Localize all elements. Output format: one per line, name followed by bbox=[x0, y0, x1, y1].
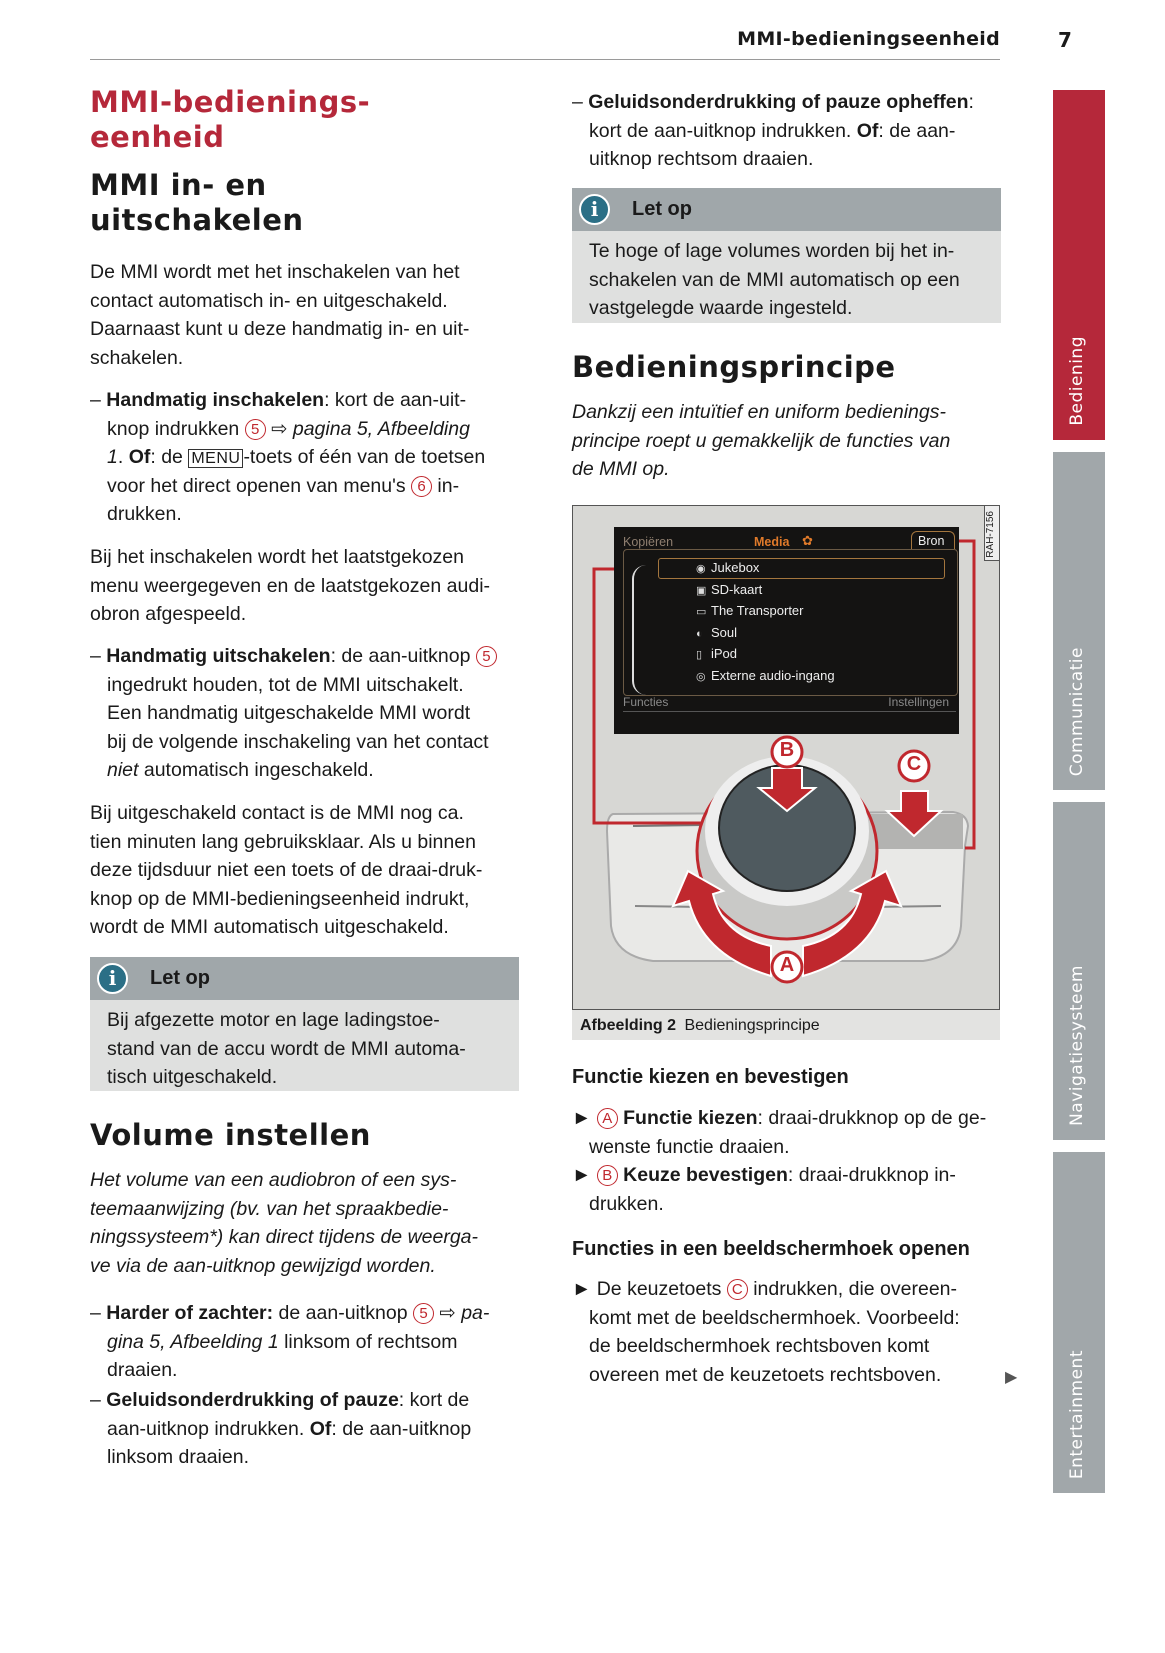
info-icon: i bbox=[579, 194, 610, 225]
paragraph-intro bbox=[90, 258, 530, 372]
text-run: Te hoge of lage volumes worden bij het in- schakelen van de MMI automatisch op een vastgelegde waarde ingesteld. bbox=[589, 240, 960, 320]
running-header-title: MMI-bedieningseenheid bbox=[737, 28, 1000, 50]
text-run: ingedrukt houden, tot de MMI uitschakelt. Een handmatig uitgeschakelde MMI wordt bij de volgende inschakeling van het contact bbox=[107, 673, 489, 753]
menu-item[interactable] bbox=[696, 668, 835, 683]
figure-code-text: RAH-7156 bbox=[985, 511, 996, 558]
caption-text: Bedieningsprincipe bbox=[684, 1017, 820, 1034]
text-run: : draai-drukknop op de ge- wenste functie draaien. bbox=[589, 1107, 987, 1158]
text-run: in- drukken. bbox=[107, 474, 460, 526]
menu-item[interactable] bbox=[696, 625, 737, 640]
text-run: pagina 5, Afbeelding 1 bbox=[107, 417, 470, 469]
side-tab-entertainment[interactable] bbox=[1053, 1152, 1105, 1493]
media-icon: ✿ bbox=[802, 533, 813, 548]
text-run: Of bbox=[309, 1417, 332, 1440]
figure-caption bbox=[572, 1010, 1000, 1040]
text-run: : de bbox=[150, 446, 189, 469]
text-run: – bbox=[90, 389, 107, 411]
text-run: – bbox=[90, 1302, 107, 1324]
section-heading-switch: MMI in- en uitschakelen bbox=[90, 168, 304, 237]
text-run: Harder of zachter: bbox=[106, 1302, 274, 1324]
section-heading-principle: Bedieningsprincipe bbox=[572, 350, 896, 384]
marker-a-label: A bbox=[779, 954, 795, 976]
side-tab-label: Entertainment bbox=[1067, 1349, 1087, 1479]
text-run: Bij het inschakelen wordt het laatstgekozen menu weergegeven en de laatstgekozen audi- obron afgespeeld. bbox=[90, 546, 491, 626]
header-divider bbox=[90, 59, 1000, 60]
note-box bbox=[90, 957, 519, 1091]
text-run: Bij afgezette motor en lage ladingstoe- stand van de accu wordt de MMI automa- tisch uitgeschakeld. bbox=[107, 1009, 466, 1089]
side-tab-navigatiesysteem[interactable] bbox=[1053, 802, 1105, 1140]
side-tab-label: Communicatie bbox=[1067, 646, 1087, 776]
text-run: Geluidsonderdrukking of pauze opheffen bbox=[588, 91, 969, 113]
subheading-corner: Functies in een beeldschermhoek openen bbox=[572, 1238, 970, 1260]
note-header bbox=[572, 188, 1001, 231]
text-run: . bbox=[117, 446, 129, 469]
callout-number: 5 bbox=[413, 1303, 434, 1324]
menu-item[interactable] bbox=[696, 603, 804, 618]
text-run: Of bbox=[856, 119, 879, 142]
screen-divider bbox=[623, 711, 956, 712]
screen-label-instellingen: Instellingen bbox=[888, 695, 949, 709]
menu-item-label: The Transporter bbox=[711, 603, 804, 618]
text-run: pa- gina 5, Afbeelding 1 bbox=[107, 1302, 490, 1353]
text-run: linksom of rechtsom draaien. bbox=[107, 1330, 458, 1382]
text-run: : de aan-uitknop bbox=[330, 645, 476, 667]
jukebox-icon: ◉ bbox=[696, 563, 706, 575]
callout-number: C bbox=[727, 1279, 748, 1300]
paragraph-last-menu bbox=[90, 543, 530, 629]
note-text bbox=[572, 231, 1001, 325]
text-run: : kort de aan-uitknop indrukken. bbox=[589, 91, 974, 142]
list-item-manual-off bbox=[90, 642, 547, 785]
text-run: Handmatig uitschakelen bbox=[106, 645, 331, 667]
text-run: – bbox=[90, 645, 107, 667]
text-run: ► bbox=[572, 1107, 597, 1129]
text-run: : kort de aan-uitknop indrukken. bbox=[107, 1389, 470, 1440]
dvd-icon: ▭ bbox=[696, 606, 707, 618]
menu-item-label: Soul bbox=[711, 624, 738, 640]
callout-number: A bbox=[597, 1108, 618, 1129]
continue-arrow-icon: ▶ bbox=[1005, 1369, 1018, 1386]
text-run: : de aan-uitknop linksom draaien. bbox=[107, 1417, 472, 1469]
figure-code bbox=[984, 506, 999, 561]
menu-item[interactable] bbox=[696, 560, 759, 575]
note-text bbox=[90, 1000, 519, 1094]
text-run: De MMI wordt met het inschakelen van het contact automatisch in- en uitgeschakeld. Daarnaast kunt u deze handmatig in- en uit- schakelen. bbox=[90, 261, 470, 369]
screen-label-kopieren: Kopiëren bbox=[623, 535, 674, 549]
paragraph-auto-off bbox=[90, 799, 530, 942]
text-run: Het volume van een audiobron of een sys- teemaanwijzing (bv. van het spraakbedie- ningssysteem*) kan direct tijdens de weerga- ve via de aan-uitknop gewijzigd worden. bbox=[90, 1169, 479, 1277]
key-label: MENU bbox=[188, 449, 243, 468]
side-tab-label: Navigatiesysteem bbox=[1067, 965, 1087, 1126]
text-run: : de aan- uitknop rechtsom draaien. bbox=[589, 119, 956, 171]
cd-icon: ◐ bbox=[696, 627, 703, 640]
text-run: Geluidsonderdrukking of pauze bbox=[106, 1389, 399, 1411]
text-run: – bbox=[90, 1389, 107, 1411]
menu-item[interactable] bbox=[696, 582, 762, 597]
note-title: Let op bbox=[632, 198, 692, 220]
note-header bbox=[90, 957, 519, 1000]
text-run: niet bbox=[107, 759, 139, 782]
text-run: ⇨ bbox=[434, 1302, 462, 1324]
aux-icon: ◎ bbox=[696, 670, 706, 683]
side-tab-label: Bediening bbox=[1067, 336, 1087, 426]
section-heading-volume: Volume instellen bbox=[90, 1118, 371, 1152]
text-run: -toets of één van de toetsen voor het direct openen van menu's bbox=[107, 446, 486, 497]
text-run: Functie kiezen bbox=[623, 1107, 758, 1129]
text-run: indrukken, die overeen- komt met de beeldschermhoek. Voorbeeld: de beeldschermhoek rechtsboven komt overeen met de keuzetoets rechtsboven. bbox=[589, 1278, 960, 1386]
text-run: de aan-uitknop bbox=[273, 1302, 413, 1324]
menu-item[interactable] bbox=[696, 646, 737, 661]
text-run: Bij uitgeschakeld contact is de MMI nog ca. tien minuten lang gebruiksklaar. Als u binnen deze tijdsduur niet een toets of de draai-druk- knop op de MMI-bedieningseenheid indrukt, wordt de MMI automatisch uitgeschakeld. bbox=[90, 802, 483, 939]
note-title: Let op bbox=[150, 967, 210, 989]
paragraph-principle-intro bbox=[572, 398, 1012, 484]
text-run: – bbox=[572, 91, 589, 113]
marker-b-label: B bbox=[779, 739, 795, 761]
menu-item-label: SD-kaart bbox=[711, 581, 763, 597]
chapter-title: MMI-bedienings- eenheid bbox=[90, 85, 371, 154]
note-box bbox=[572, 188, 1001, 323]
menu-item-label: iPod bbox=[711, 646, 738, 661]
paragraph-volume-intro bbox=[90, 1166, 530, 1280]
figure-mmi-control bbox=[572, 505, 1000, 1010]
text-run: ⇨ bbox=[265, 417, 293, 440]
callout-number: 5 bbox=[476, 646, 497, 667]
text-run: ► De keuzetoets bbox=[572, 1278, 727, 1300]
bullet-corner-keys bbox=[572, 1275, 1029, 1389]
caption-label: Afbeelding 2 bbox=[580, 1017, 677, 1034]
screen-title-media: Media bbox=[754, 535, 790, 549]
tab-bron: Bron bbox=[911, 531, 955, 549]
info-icon: i bbox=[97, 963, 128, 994]
text-run: Keuze bevestigen bbox=[623, 1164, 788, 1186]
bullet-confirm bbox=[572, 1161, 1029, 1218]
list-item-volume bbox=[90, 1299, 547, 1385]
text-run: Handmatig inschakelen bbox=[106, 389, 325, 411]
ipod-icon: ▯ bbox=[696, 649, 703, 661]
callout-number: 5 bbox=[245, 419, 266, 440]
menu-item-label: Externe audio-ingang bbox=[711, 667, 835, 683]
scroll-arc bbox=[632, 565, 646, 695]
list-item-unmute bbox=[572, 88, 1029, 174]
screen-label-functies: Functies bbox=[623, 695, 669, 709]
mmi-screen bbox=[614, 527, 959, 734]
text-run: : kort de aan-uit- knop indrukken bbox=[107, 389, 467, 440]
bullet-choose-function bbox=[572, 1104, 1029, 1161]
callout-number: B bbox=[597, 1165, 618, 1186]
text-run: Of bbox=[128, 446, 151, 469]
sd-card-icon: ▣ bbox=[696, 584, 707, 597]
page-number: 7 bbox=[1058, 28, 1072, 52]
text-run: automatisch ingeschakeld. bbox=[138, 759, 374, 782]
marker-c-label: C bbox=[906, 753, 922, 775]
list-item-manual-on bbox=[90, 386, 547, 529]
menu-item-label: Jukebox bbox=[711, 560, 760, 575]
side-tab-communicatie[interactable] bbox=[1053, 452, 1105, 790]
subheading-choose: Functie kiezen en bevestigen bbox=[572, 1066, 849, 1088]
text-run: ► bbox=[572, 1164, 597, 1186]
text-run: : draai-drukknop in- drukken. bbox=[589, 1164, 956, 1215]
list-item-mute bbox=[90, 1386, 547, 1472]
text-run: Dankzij een intuïtief en uniform bedienings- principe roept u gemakkelijk de functies van de MMI op. bbox=[572, 401, 951, 481]
callout-number: 6 bbox=[411, 476, 432, 497]
side-tab-bediening[interactable] bbox=[1053, 90, 1105, 440]
